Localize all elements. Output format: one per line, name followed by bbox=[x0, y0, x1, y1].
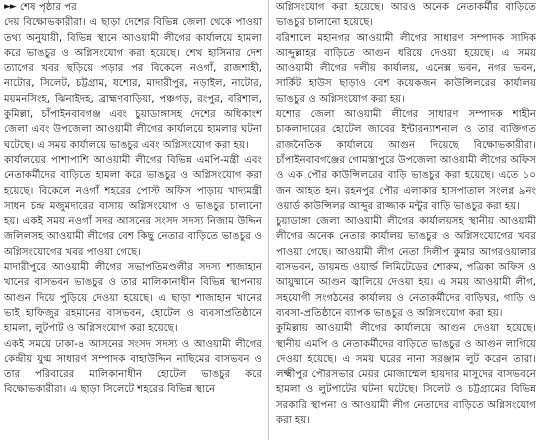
article-paragraph: বরিশালে মহানগর আওয়ামী লীগের সাধারণ সম্পাদক সাদিক আব্দুল্লাহর বাড়িতে আগুন ধরিয়ে দেওয়া হয়েছে। এ সময় আওয়ামী লীগের দলীয় কার্যালয়, এনেক্স ভবন, নগর ভবন, সার্কিট হাউস ছাড়াও বেশ কয়েকজন কাউন্সিলরের কার্যালয় ভাঙচুর ও অগ্নিসংযোগ করা হয়। bbox=[276, 32, 536, 105]
double-arrow-icon: ►► bbox=[4, 2, 16, 12]
article-paragraph: কার্যালয়ের পাশাপাশি আওয়ামী লীগের বিভিন্ন এমপি-মন্ত্রী এবং নেতাকর্মীদের বাড়িতে হামলা করে ভাঙচুর ও অগ্নিসংযোগ করা হয়েছে। বিকেলে নওগাঁ শহরের পোস্ট অফিস পাড়ায় খাদ্যমন্ত্রী সাধন চন্দ্র মজুমদারের বাসায় অগ্নিসংযোগ ও ভাঙচুর চালানো হয়। একই সময় নওগাঁ সদর আসনের সংসদ সদস্য নিজাম উদ্দিন জলিলসহ আওয়ামী লীগের বেশ কিছু নেতার বাড়িতে ভাঙচুর ও অগ্নিসংযোগের খবর পাওয়া গেছে। bbox=[4, 154, 262, 258]
article-paragraph: অগ্নিসংযোগ করা হয়েছে। আরও অনেক নেতাকর্মীর বাড়িতে ভাঙচুর চালানো হয়েছে। bbox=[276, 2, 536, 29]
article-column-left bbox=[4, 0, 262, 440]
article-paragraph: চুয়াডাঙ্গা জেলা আওয়ামী লীগের কার্যালয়সহ স্থানীয় আওয়ামী লীগের অনেক নেতার কার্যালয় ভাঙচুর ও অগ্নিসংযোগের খবর পাওয়া গেছে। আওয়ামী লীগ নেতা দিলীপ কুমার আগরওয়ালার বাসভবন, ডায়মন্ড ওয়ার্ল্ড লিমিটেডের শোরুম, পত্রিকা অফিস ও আয়ুষ্মানে আগুন জ্বালিয়ে দেওয়া হয়। এ সময় আওয়ামী লীগ, সহযোগী সংগঠনের কার্যালয় ও নেতাকর্মীদের বাড়িঘর, গাড়ি ও ব্যবসা-প্রতিষ্ঠানে ব্যাপক ভাঙচুর ও অগ্নিসংযোগ করা হয়। bbox=[276, 216, 536, 319]
article-paragraph: দেয় বিক্ষোভকারীরা। এ ছাড়া দেশের বিভিন্ন জেলা থেকে পাওয়া তথ্য অনুযায়ী, বিভিন্ন স্থানে আওয়ামী লীগের কার্যালয়ে হামলা করে ভাঙচুর ও অগ্নিসংযোগ করা হয়েছে। শেখ হাসিনার দেশ ত্যাগের খবর ছড়িয়ে পড়ার পর বিকেলে নওগাঁ, রাজশাহী, নাটোর, সিলেট, চট্টগ্রাম, যশোর, মাদারীপুর, নড়াইল, নাটোর, ময়মনসিংহ, ঝিনাইদহ, ব্রাহ্মণবাড়িয়া, পঞ্চগড়, রংপুর, বরিশাল, কুমিল্লা, চাঁপাইনবাবগঞ্জ এবং চুয়াডাঙ্গাসহ দেশের অধিকাংশ জেলা এবং উপজেলা আওয়ামী লীগের কার্যালয়ে হামলার ঘটনা ঘটেছে। এ সময় কার্যালয়ে ভাঙচুর এবং অগ্নিসংযোগ করা হয়। bbox=[4, 17, 262, 151]
continued-from-label bbox=[4, 0, 262, 15]
article-paragraph: মাদারীপুরে আওয়ামী লীগের সভাপতিমণ্ডলীর সদস্য শাজাহান খানের বাসভবন ভাঙচুর ও তার মালিকানাধীন বিভিন্ন স্থাপনায় আগুন দিয়ে পুড়িয়ে দেওয়া হয়েছে। এ ছাড়া শাজাহান খানের ভাই হাফিজুর রহমানের বাসভবন, হোটেল ও ব্যবসাপ্রতিষ্ঠানে হামলা, লুটপাট ও অগ্নিসংযোগ করা হয়েছে। bbox=[4, 262, 262, 335]
article-column-right bbox=[276, 0, 536, 440]
column-divider bbox=[268, 0, 269, 440]
article-paragraph: একই সময়ে ঢাকা-৪ আসনের সংসদ সদস্য ও আওয়ামী লীগের কেন্দ্রীয় যুগ্ম সাধারণ সম্পাদক বাহাউদ্দিন নাছিমের বাসভবন ও তার পরিবারের মালিকানাধীন হোটেল ভাঙচুর করে বিক্ষোভকারীরা। এ ছাড়া সিলেটে শহরের বিভিন্ন স্থানে bbox=[4, 338, 262, 396]
continued-from-text: শেষ পৃষ্ঠার পর bbox=[19, 2, 77, 13]
article-paragraph: কুমিল্লায় আওয়ামী লীগের কার্যালয়ে আগুন দেওয়া হয়েছে। স্থানীয় এমপি ও নেতাকর্মীদের বাড়িতে ভাঙচুর ও আগুন লাগিয়ে দেওয়া হয়েছে। এ সময় ঘরের নানা সরঞ্জাম লুট করেন তারা। লক্ষ্মীপুর পৌরসভার মেয়র মোজাম্মেল হায়দার মাসুদের বাসভবনে হামলা ও লুটপাটের ঘটনা ঘটেছে। সিলেট ও চট্টগ্রামের বিভিন্ন সরকারি স্থাপনা ও আওয়ামী লীগ নেতাদের বাড়িতে অগ্নিসংযোগ করা হয়। bbox=[276, 323, 536, 427]
article-paragraph: যশোর জেলা আওয়ামী লীগের সাধারণ সম্পাদক শাহীন চাকলাদারের হোটেল জাবের ইন্টারন্যাশনাল ও তার ব্যক্তিগত রাজনৈতিক কার্যালয়ে আগুন দিয়েছে বিক্ষোভকারীরা। চাঁপাইনবাবগঞ্জের গোমস্তাপুরে উপজেলা আওয়ামী লীগের অফিস ও এক পৌর কাউন্সিলরের বাড়ি ভাঙচুর করা হয়েছে। এতে ১০ জন আহত হন। রহনপুর পৌর এলাকার হাসপাতাল সংলগ্ন ৯নং ওয়ার্ড কাউন্সিলর আব্দুর রাজ্জাক মন্টুর বাড়ি ভাঙচুর করা হয়। bbox=[276, 109, 536, 212]
